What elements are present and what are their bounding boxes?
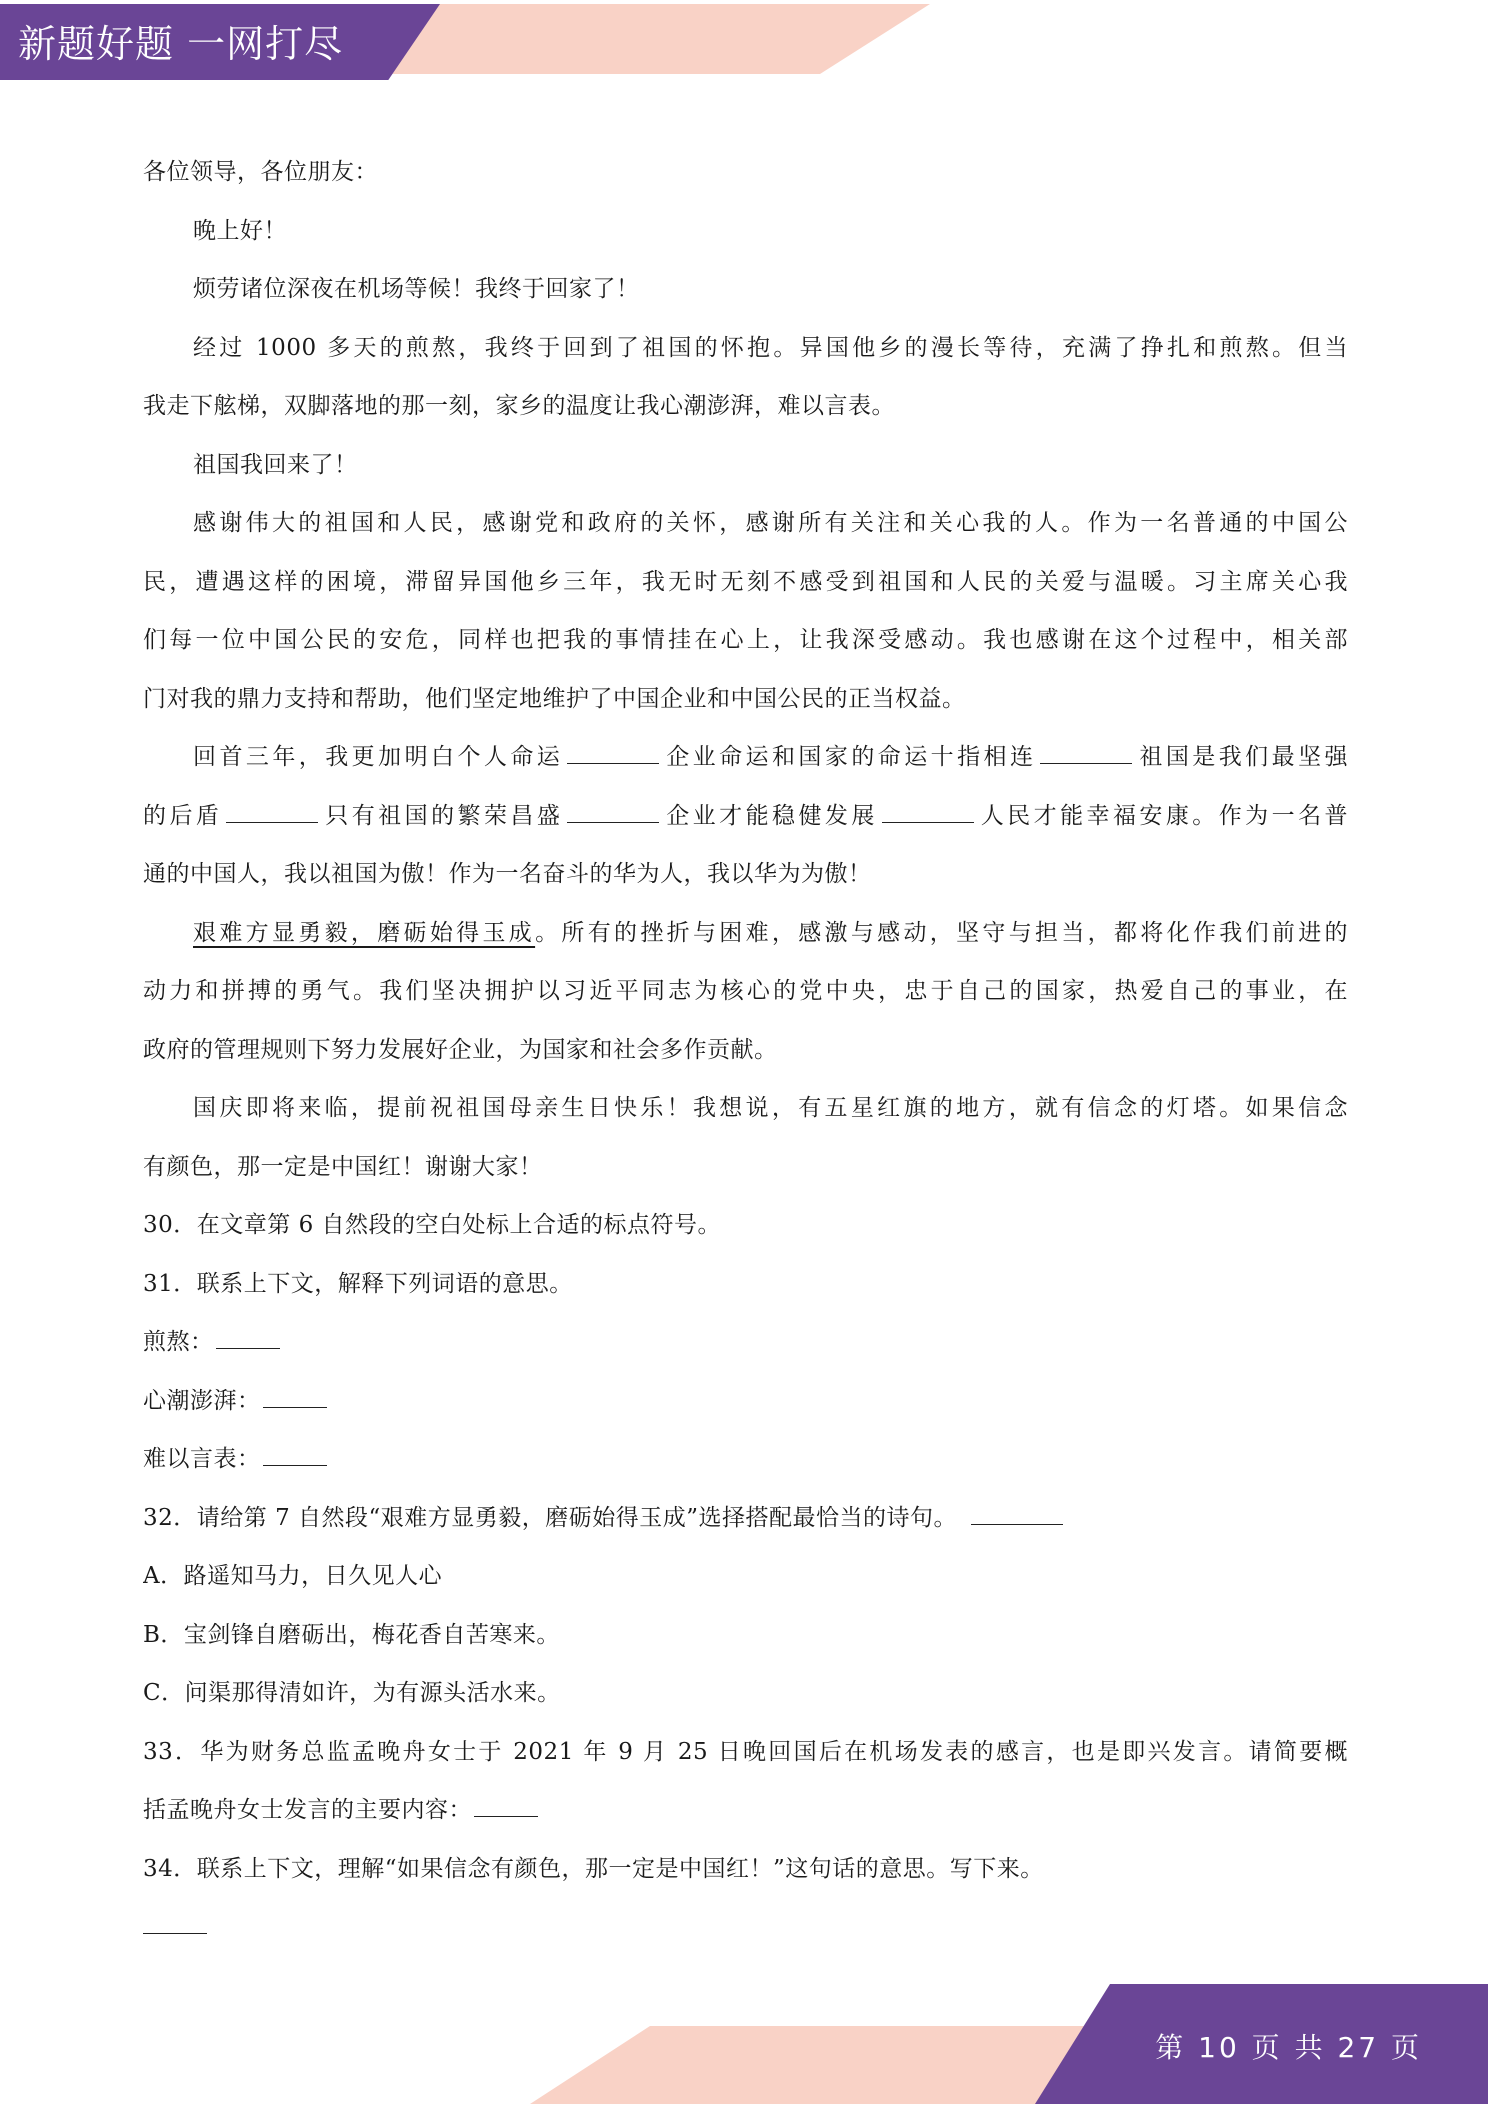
p6-text-rest: 。所有的挫折与困难，感激与感动，坚守与担当，都将化作我们前进的 <box>535 919 1348 946</box>
p5-text-f: 企业才能稳健发展 <box>663 802 878 829</box>
answer-blank-33[interactable] <box>474 1794 538 1817</box>
punct-blank-3[interactable] <box>226 800 318 823</box>
answer-blank-31b[interactable] <box>263 1385 327 1408</box>
p5-text-b: 企业命运和国家的命运十指相连 <box>663 744 1037 770</box>
header-pink-band <box>380 4 930 74</box>
page-number: 第 10 页 共 27 页 <box>1155 2031 1422 2064</box>
paragraph-4-line-4: 门对我的鼎力支持和帮助，他们坚定地维护了中国企业和中国公民的正当权益。 <box>143 685 966 712</box>
paragraph-7-line-2: 有颜色，那一定是中国红！谢谢大家！ <box>143 1153 543 1180</box>
paragraph-2-line-2: 我走下舷梯，双脚落地的那一刻，家乡的温度让我心潮澎湃，难以言表。 <box>143 393 895 419</box>
paragraph-4-line-3: 们每一位中国公民的安危，同样也把我的事情挂在心上，让我深受感动。我也感谢在这个过程中，相关部 <box>143 627 1348 653</box>
paragraph-4-line-1: 感谢伟大的祖国和人民，感谢党和政府的关怀，感谢所有关注和关心我的人。作为一名普通的中国公 <box>193 510 1348 536</box>
paragraph-5-line-3: 通的中国人，我以祖国为傲！作为一名奋斗的华为人，我以华为为傲！ <box>143 861 872 887</box>
q31-term-a: 煎熬： <box>143 1329 214 1355</box>
answer-blank-31c[interactable] <box>263 1443 327 1466</box>
q31-term-b: 心潮澎湃： <box>143 1387 261 1414</box>
question-34: 34．联系上下文，理解“如果信念有颜色，那一定是中国红！”这句话的意思。写下来。 <box>143 1855 1044 1882</box>
paragraph-7-line-1: 国庆即将来临，提前祝祖国母亲生日快乐！我想说，有五星红旗的地方，就有信念的灯塔。如果信念 <box>193 1095 1348 1121</box>
question-33-line-1: 33．华为财务总监孟晚舟女士于 2021 年 9 月 25 日晚回国后在机场发表的感言，也是即兴发言。请简要概 <box>143 1738 1348 1765</box>
paragraph-5-line-2 <box>143 787 1348 846</box>
punct-blank-1[interactable] <box>567 741 659 764</box>
document-body <box>143 143 1348 1957</box>
answer-blank-31a[interactable] <box>216 1326 280 1349</box>
q33-text: 括孟晚舟女士发言的主要内容： <box>143 1797 472 1823</box>
paragraph-6-line-1 <box>143 904 1348 963</box>
p5-text-d: 的后盾 <box>143 802 223 829</box>
question-31-item-a <box>143 1313 1348 1372</box>
salutation: 各位领导，各位朋友： <box>143 159 378 185</box>
footer-pink-band <box>530 2026 1110 2104</box>
paragraph-3: 祖国我回来了！ <box>193 451 358 478</box>
question-32-option-a: A．路遥知马力，日久见人心 <box>143 1563 443 1589</box>
question-31-item-c <box>143 1430 1348 1489</box>
question-34-answer-line <box>143 1898 1348 1957</box>
punct-blank-2[interactable] <box>1040 741 1132 764</box>
paragraph-4-line-2: 民，遭遇这样的困境，滞留异国他乡三年，我无时无刻不感受到祖国和人民的关爱与温暖。习主席关心我 <box>143 568 1348 595</box>
paragraph-2-line-1: 经过 1000 多天的煎熬，我终于回到了祖国的怀抱。异国他乡的漫长等待，充满了挣扎和煎熬。但当 <box>193 334 1348 361</box>
paragraph-5-line-1 <box>143 728 1348 787</box>
answer-blank-34[interactable] <box>143 1911 207 1934</box>
greeting: 晚上好！ <box>193 217 287 244</box>
question-32 <box>143 1489 1348 1548</box>
punct-blank-5[interactable] <box>882 800 974 823</box>
punct-blank-4[interactable] <box>567 800 659 823</box>
question-33-line-2 <box>143 1781 1348 1840</box>
paragraph-6-line-3: 政府的管理规则下努力发展好企业，为国家和社会多作贡献。 <box>143 1036 778 1063</box>
question-31: 31．联系上下文，解释下列词语的意思。 <box>143 1270 573 1297</box>
q32-text: 32．请给第 7 自然段“艰难方显勇毅，磨砺始得玉成”选择搭配最恰当的诗句。 <box>143 1504 958 1531</box>
question-30: 30．在文章第 6 自然段的空白处标上合适的标点符号。 <box>143 1212 722 1238</box>
question-31-item-b <box>143 1372 1348 1431</box>
header-title: 新题好题 一网打尽 <box>18 22 344 66</box>
underlined-phrase: 艰难方显勇毅，磨砺始得玉成 <box>193 919 536 946</box>
p5-text-g: 人民才能幸福安康。作为一名普 <box>977 802 1348 829</box>
paragraph-1: 烦劳诸位深夜在机场等候！我终于回家了！ <box>193 276 640 302</box>
question-32-option-c: C．问渠那得清如许，为有源头活水来。 <box>143 1680 561 1706</box>
p5-text-e: 只有祖国的繁荣昌盛 <box>322 802 564 829</box>
p5-text-c: 祖国是我们最坚强 <box>1136 744 1348 770</box>
q31-term-c: 难以言表： <box>143 1446 261 1472</box>
answer-blank-32[interactable] <box>971 1502 1063 1525</box>
question-32-option-b: B．宝剑锋自磨砺出，梅花香自苦寒来。 <box>143 1621 560 1648</box>
paragraph-6-line-2: 动力和拼搏的勇气。我们坚决拥护以习近平同志为核心的党中央，忠于自己的国家，热爱自己的事业，在 <box>143 978 1348 1004</box>
p5-text-a: 回首三年，我更加明白个人命运 <box>193 744 564 770</box>
